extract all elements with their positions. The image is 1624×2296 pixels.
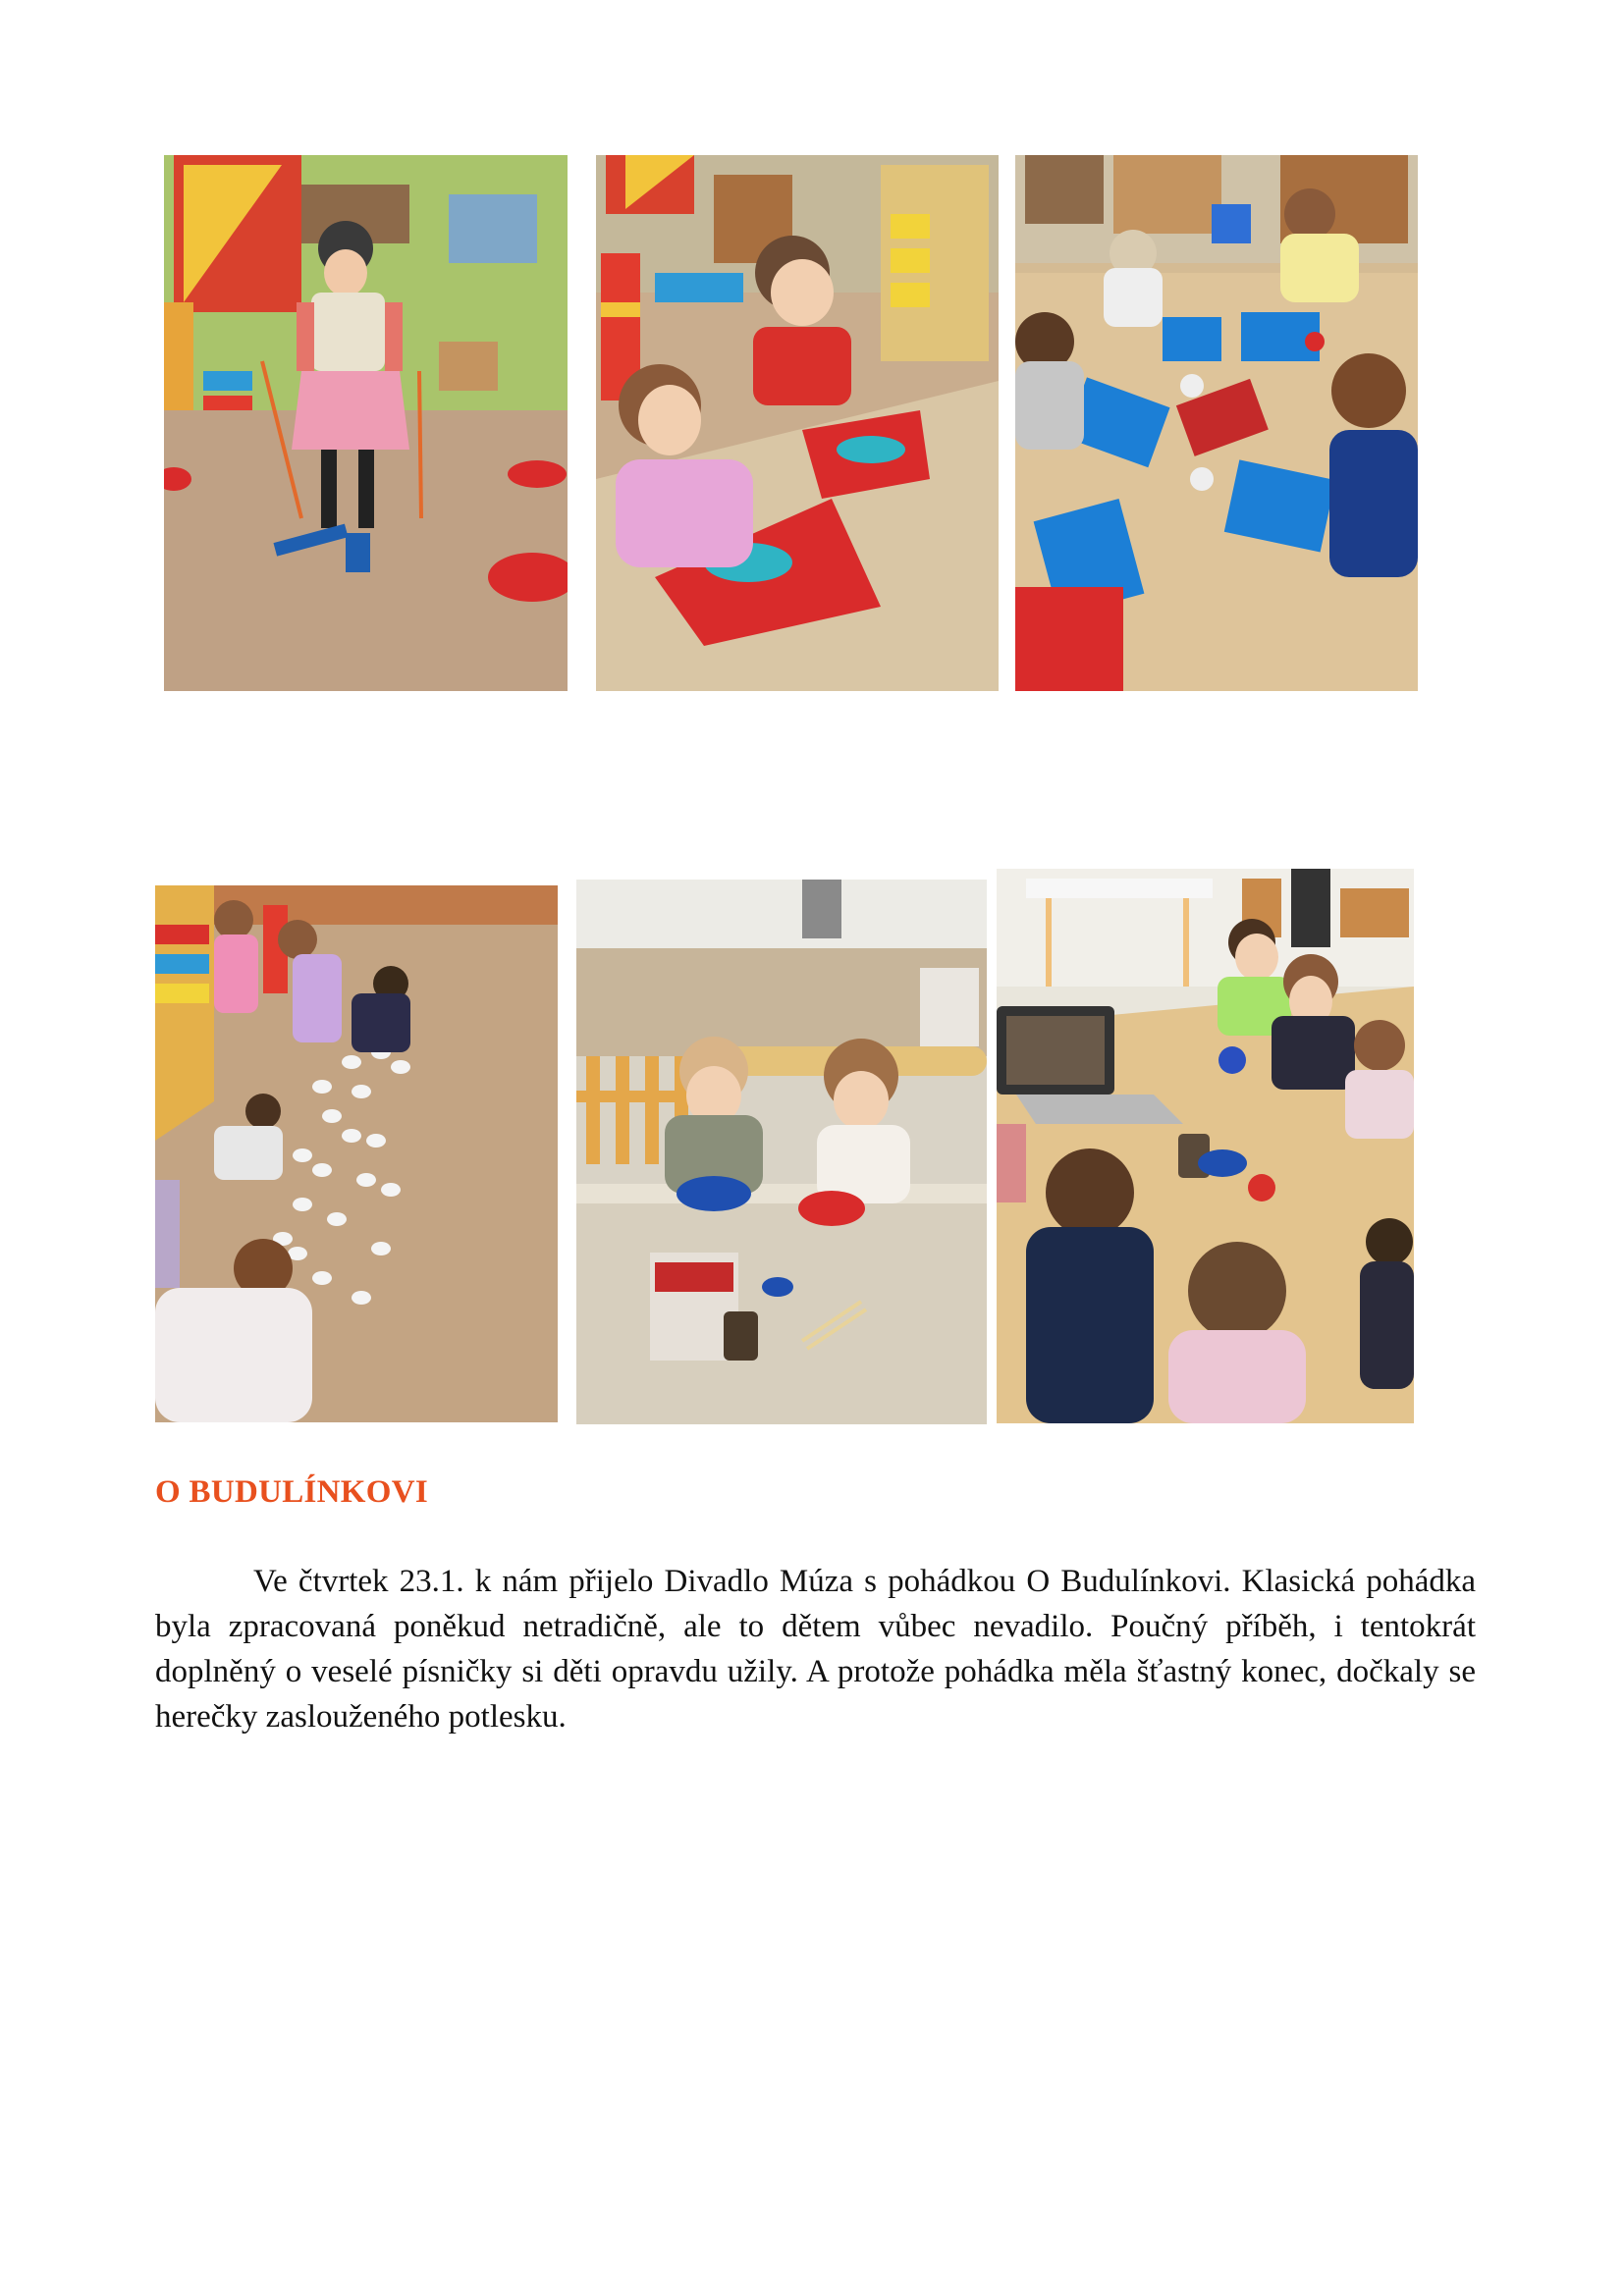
photo-girls-making-bird-feed xyxy=(576,880,987,1424)
photo-children-at-table-with-laptop xyxy=(997,869,1414,1423)
photo-children-painting-on-red-paper xyxy=(596,155,999,691)
photo-children-painting-blue-windows xyxy=(1015,155,1418,691)
section-heading: O BUDULÍNKOVI xyxy=(155,1474,429,1510)
section-paragraph: Ve čtvrtek 23.1. k nám přijelo Divadlo Múza s pohádkou O Budulínkovi. Klasická pohádka byla zpracovaná poněkud netradičně, ale to dětem vůbec nevadilo. Poučný příběh, i tentokrát doplněný o veselé písničky si děti opravdu užily. A protože pohádka měla šťastný konec, dočkaly se herečky zaslouženého potlesku. xyxy=(155,1564,1476,1735)
photo-children-placing-paper-snowflakes xyxy=(155,885,558,1422)
photo-girl-skiing-in-classroom xyxy=(164,155,568,691)
